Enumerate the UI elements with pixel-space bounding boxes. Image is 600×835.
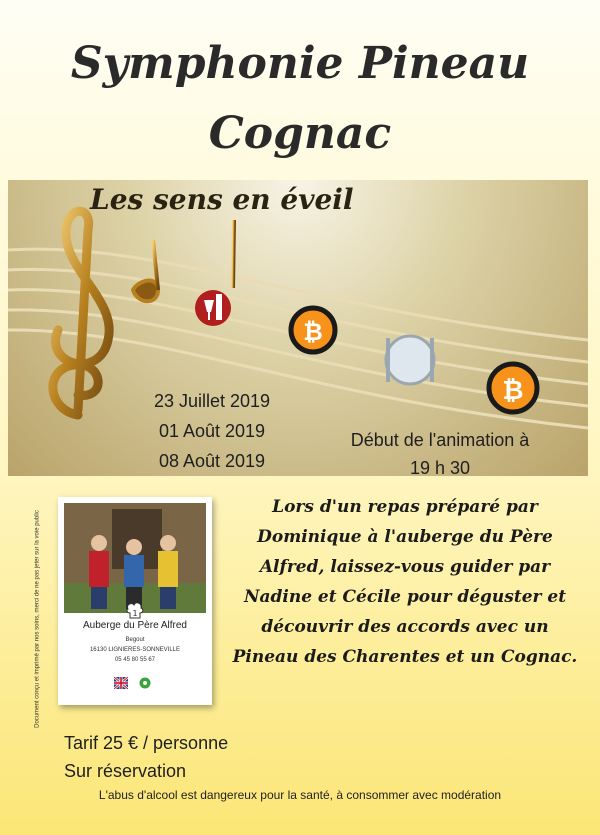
plate-cutlery-icon <box>386 336 434 384</box>
auberge-card <box>58 497 212 705</box>
event-date: 01 Août 2019 <box>158 421 266 441</box>
start-time <box>320 426 560 482</box>
event-dates <box>132 386 292 476</box>
reservation-text: Sur réservation <box>64 761 187 781</box>
page-title-line1: Symphonie Pineau <box>70 38 530 89</box>
side-note <box>25 490 39 755</box>
chef-hat-icon <box>125 600 145 620</box>
uk-flag-icon <box>114 677 128 689</box>
wine-icon <box>195 290 231 326</box>
auberge-name: Auberge du Père Alfred <box>83 620 187 631</box>
bitcoin-icon <box>291 308 335 352</box>
pricing <box>64 729 228 785</box>
auberge-place: Begout <box>125 637 145 643</box>
hosts-photo <box>64 503 206 613</box>
card-number: 1 <box>132 609 138 618</box>
hosts-photo-drawing <box>64 503 206 613</box>
page-title-line2: Cognac <box>208 108 392 159</box>
auberge-address: 16130 LIGNIERES-SONNEVILLE <box>89 647 181 653</box>
treble-clef-icon <box>53 211 109 415</box>
green-flower-icon <box>138 677 152 689</box>
start-time-label: Début de l'animation à <box>350 430 530 450</box>
banner-subtitle: Les sens en éveil <box>90 183 354 216</box>
event-date: 23 Juillet 2019 <box>153 391 271 411</box>
svg-text:₿: ₿ <box>303 318 323 346</box>
side-note-text: Document conçu et imprimé par nos soins, merci de ne pas jeter sur la voie public <box>34 510 41 728</box>
start-time-value: 19 h 30 <box>409 458 471 478</box>
event-date: 08 Août 2019 <box>158 451 266 471</box>
svg-text:₿: ₿ <box>502 376 524 406</box>
alcohol-warning: L'abus d'alcool est dangereux pour la santé, à consommer avec modération <box>98 788 502 802</box>
event-description: Lors d'un repas préparé par Dominique à l'auberge du Père Alfred, laissez-vous guider par Nadine et Cécile pour déguster et découvrir des accords avec un Pineau des Charentes et un Cognac. <box>232 497 578 667</box>
price-text: Tarif 25 € / personne <box>64 733 229 753</box>
auberge-phone: 05 45 80 55 67 <box>114 657 156 663</box>
music-notes <box>133 220 543 375</box>
bitcoin-icon <box>489 364 537 412</box>
